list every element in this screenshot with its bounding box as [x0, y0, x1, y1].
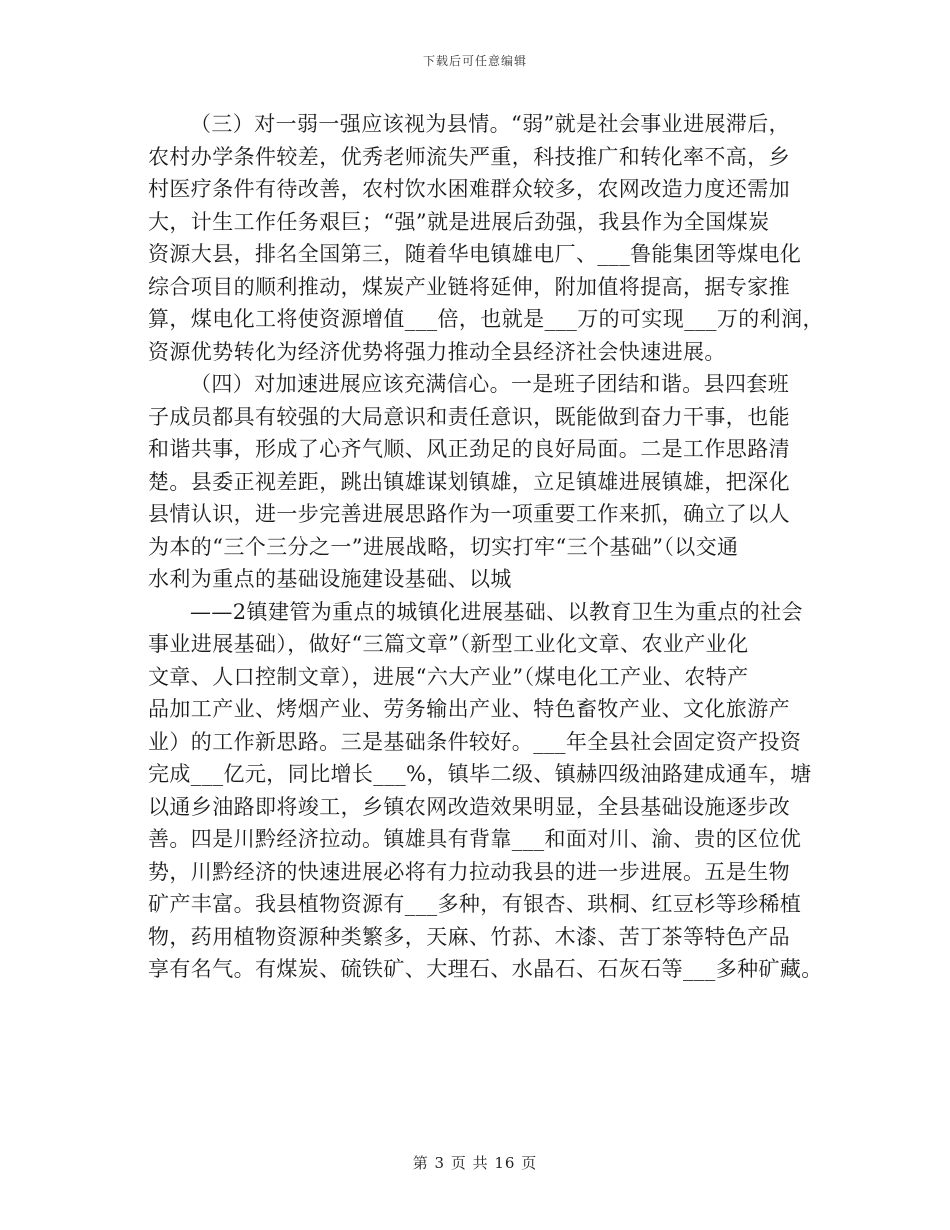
- paragraph-line: 业）的工作新思路。三是基础条件较好。___年全县社会固定资产投资: [148, 729, 802, 754]
- page-number: 第 3 页 共 16 页: [412, 1154, 538, 1172]
- paragraph-line: 水利为重点的基础设施建设基础、以城: [148, 567, 512, 591]
- paragraph-line: 综合项目的顺利推动，煤炭产业链将延伸，附加值将提高，据专家推: [148, 274, 790, 299]
- paragraph-line: 事业进展基础），做好“三篇文章”（新型工业化文章、农业产业化: [148, 632, 749, 656]
- paragraph-line: 文章、人口控制文章），进展“六大产业”（煤电化工产业、农特产: [148, 664, 749, 689]
- paragraph-line: 势，川黔经济的快速进展必将有力拉动我县的进一步进展。五是生物: [148, 859, 790, 884]
- paragraph-line: 完成___亿元，同比增长___%，镇毕二级、镇赫四级油路建成通车，塘: [148, 762, 812, 786]
- document-body: [148, 108, 828, 986]
- paragraph-line: 矿产丰富。我县植物资源有___多种，有银杏、珙桐、红豆杉等珍稀植: [148, 892, 802, 916]
- paragraph-line: 资源大县，排名全国第三，随着华电镇雄电厂、___鲁能集团等煤电化: [148, 242, 802, 266]
- page-header-note: 下载后可任意编辑: [422, 54, 527, 68]
- paragraph-line: 品加工产业、烤烟产业、劳务输出产业、特色畜牧产业、文化旅游产: [148, 697, 790, 721]
- paragraph-line: 善。四是川黔经济拉动。镇雄具有背靠___和面对川、渝、贵的区位优: [148, 827, 802, 851]
- paragraph-line: 以通乡油路即将竣工，乡镇农网改造效果明显，全县基础设施逐步改: [148, 794, 790, 819]
- paragraph-line: 享有名气。有煤炭、硫铁矿、大理石、水晶石、石灰石等___多种矿藏。: [148, 957, 823, 981]
- paragraph-line: 算，煤电化工将使资源增值___倍，也就是___万的可实现___万的利润，: [148, 307, 824, 331]
- paragraph-line: 资源优势转化为经济优势将强力推动全县经济社会快速进展。: [148, 339, 726, 364]
- paragraph-line: 村医疗条件有待改善，农村饮水困难群众较多，农网改造力度还需加: [148, 177, 790, 201]
- paragraph-line: 子成员都具有较强的大局意识和责任意识，既能做到奋力干事，也能: [148, 404, 790, 429]
- paragraph-line: ——2镇建管为重点的城镇化进展基础、以教育卫生为重点的社会: [190, 599, 803, 624]
- paragraph-line: 楚。县委正视差距，跳出镇雄谋划镇雄，立足镇雄进展镇雄，把深化: [148, 469, 790, 494]
- paragraph-line: （三）对一弱一强应该视为县情。“弱”就是社会事业进展滞后，: [190, 112, 791, 136]
- paragraph-line: （四）对加速进展应该充满信心。一是班子团结和谐。县四套班: [190, 372, 790, 396]
- paragraph-line: 大，计生工作任务艰巨；“强”就是进展后劲强，我县作为全国煤炭: [148, 209, 770, 234]
- paragraph-line: 县情认识，进一步完善进展思路作为一项重要工作来抓，确立了以人: [148, 502, 790, 526]
- paragraph-line: 为本的“三个三分之一”进展战略，切实打牢“三个基础”（以交通: [148, 534, 739, 559]
- paragraph-line: 农村办学条件较差，优秀老师流失严重，科技推广和转化率不高，乡: [148, 144, 790, 169]
- paragraph-line: 物，药用植物资源种类繁多，天麻、竹荪、木漆、苦丁茶等特色产品: [148, 924, 790, 949]
- paragraph-line: 和谐共事，形成了心齐气顺、风正劲足的良好局面。二是工作思路清: [148, 437, 790, 461]
